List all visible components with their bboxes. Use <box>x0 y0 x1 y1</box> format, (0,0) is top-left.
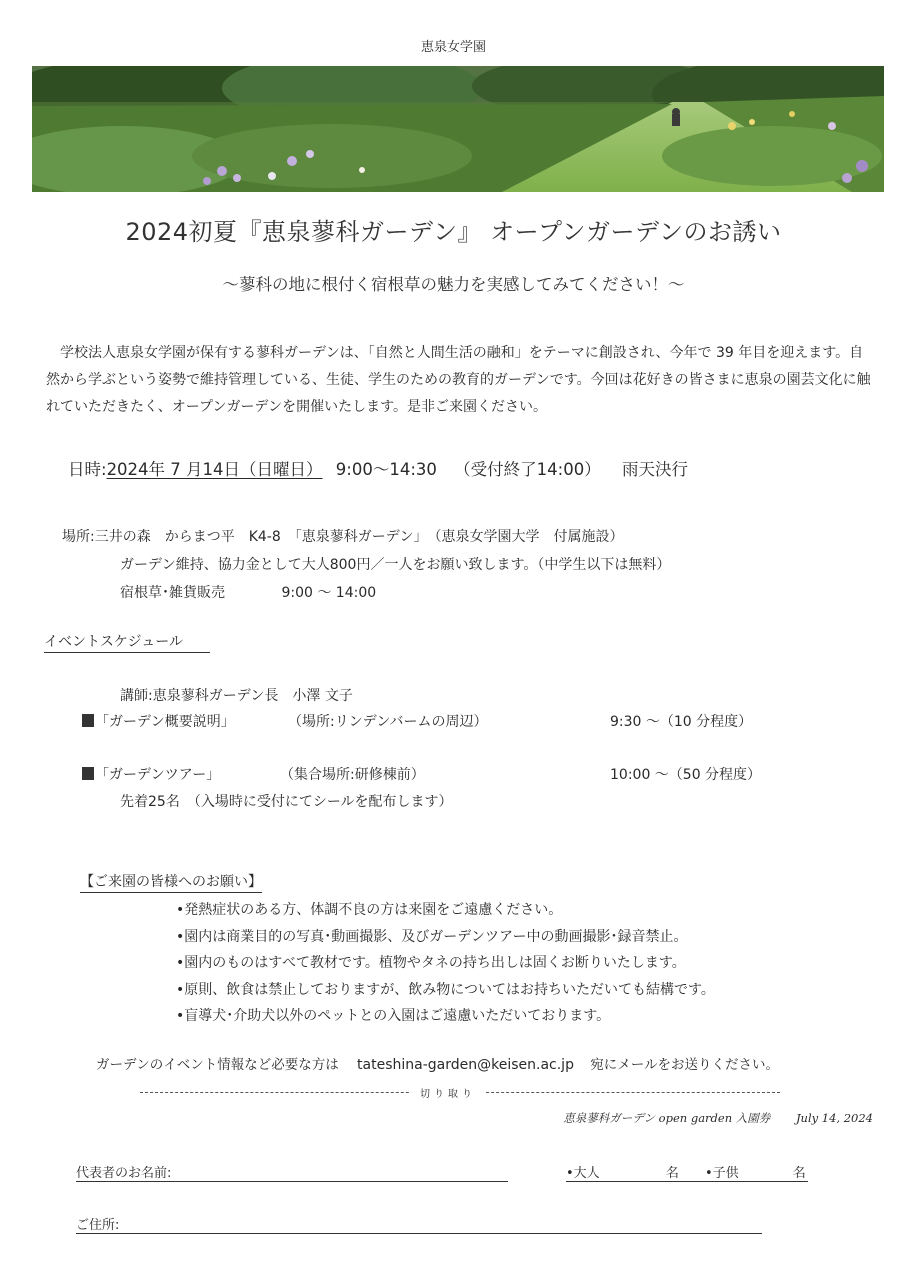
event-item <box>82 764 220 784</box>
garden-banner-image <box>32 66 884 192</box>
request-item: •盲導犬･介助犬以外のペットとの入園はご遠慮いただいております。 <box>176 1008 611 1024</box>
event-time: 9:30 ～（10 分程度） <box>610 714 753 730</box>
sales-line <box>62 579 670 607</box>
organization-name: 恵泉女学園 <box>420 40 486 55</box>
lecturer-line: 講師:恵泉蓼科ガーデン長 小澤 文子 <box>120 688 353 704</box>
request-item: •発熱症状のある方、体調不良の方は来園をご遠慮ください。 <box>176 902 563 918</box>
event-name: 「ガーデンツアー」 <box>95 767 221 783</box>
square-bullet-icon <box>82 714 94 727</box>
request-item: •原則、飲食は禁止しておりますが、飲み物についてはお持ちいただいても結構です。 <box>176 981 715 998</box>
event-location: （集合場所:研修棟前） <box>280 767 425 783</box>
sales-time: 9:00 ～ 14:00 <box>281 585 377 601</box>
venue-line: 場所:三井の森 からまつ平 K4-8 「恵泉蓼科ガーデン」 （恵泉女学園大学 付属施設） <box>62 529 624 545</box>
cut-label: 切り取り <box>410 1085 486 1100</box>
page-title: 2024初夏『恵泉蓼科ガーデン』 オープンガーデンのお誘い <box>125 218 782 246</box>
adult-unit: 名 <box>665 1166 679 1181</box>
intro-text: 学校法人恵泉女学園が保有する蓼科ガーデンは、「自然と人間生活の融和」をテーマに創設され、今年で 39 年目を迎えます。自然から学ぶという姿勢で維持管理している、生徒、学生のための教育的ガーデンです。今回は花好きの皆さまに恵泉の園芸文化に触れていただきたく、オープンガーデンを開催いたします。是非ご来園ください。 <box>46 345 871 415</box>
requests-list <box>176 897 715 1030</box>
address-field[interactable] <box>76 1214 762 1234</box>
event-time: 9:00～14:30 <box>335 460 437 479</box>
attendee-count-field[interactable] <box>566 1162 808 1182</box>
cut-line <box>140 1086 780 1100</box>
representative-name-field[interactable] <box>76 1162 508 1182</box>
ticket-header <box>563 1110 873 1126</box>
contact-email-link[interactable]: tateshina-garden@keisen.ac.jp <box>357 1057 574 1073</box>
venue-info <box>62 523 670 607</box>
event-datetime <box>68 456 688 480</box>
event-time: 10:00 ～（50 分程度） <box>610 767 762 783</box>
datetime-label: 日時: <box>68 460 107 479</box>
intro-paragraph <box>46 340 874 421</box>
event-location: （場所:リンデンバームの周辺） <box>288 714 488 730</box>
fee-line: ガーデン維持、協力金として大人800円／一人をお願い致します。（中学生以下は無料） <box>120 557 671 573</box>
weather-note: 雨天決行 <box>621 460 688 479</box>
request-item: •園内は商業目的の写真･動画撮影、及びガーデンツアー中の動画撮影･録音禁止。 <box>176 928 688 945</box>
adult-label: •大人 <box>566 1166 600 1181</box>
sales-label: 宿根草･雑貨販売 <box>120 585 225 601</box>
square-bullet-icon <box>82 767 94 780</box>
ticket-label: 恵泉蓼科ガーデン open garden 入園券 <box>563 1111 771 1125</box>
contact-text: 宛にメールをお送りください。 <box>590 1057 779 1073</box>
requests-heading: 【ご来園の皆様へのお願い】 <box>80 871 262 893</box>
ticket-date: July 14, 2024 <box>795 1111 873 1125</box>
field-label: 代表者のお名前: <box>76 1166 172 1181</box>
reception-end: （受付終了14:00） <box>454 460 601 479</box>
child-unit: 名 <box>792 1166 806 1181</box>
event-note: 先着25名 （入場時に受付にてシールを配布します） <box>120 794 453 810</box>
event-date: 2024年 7 月14日（日曜日） <box>106 460 323 479</box>
contact-text: ガーデンのイベント情報など必要な方は <box>96 1057 339 1073</box>
event-name: 「ガーデン概要説明」 <box>95 714 235 730</box>
field-label: ご住所: <box>76 1218 120 1233</box>
request-item: •園内のものはすべて教材です。植物やタネの持ち出しは固くお断りいたします。 <box>176 955 686 971</box>
schedule-heading: イベントスケジュール <box>44 631 210 653</box>
contact-line <box>96 1053 779 1073</box>
page-subtitle: ～蓼科の地に根付く宿根草の魅力を実感してみてください！～ <box>222 275 685 294</box>
event-item <box>82 711 235 731</box>
child-label: •子供 <box>704 1166 739 1181</box>
